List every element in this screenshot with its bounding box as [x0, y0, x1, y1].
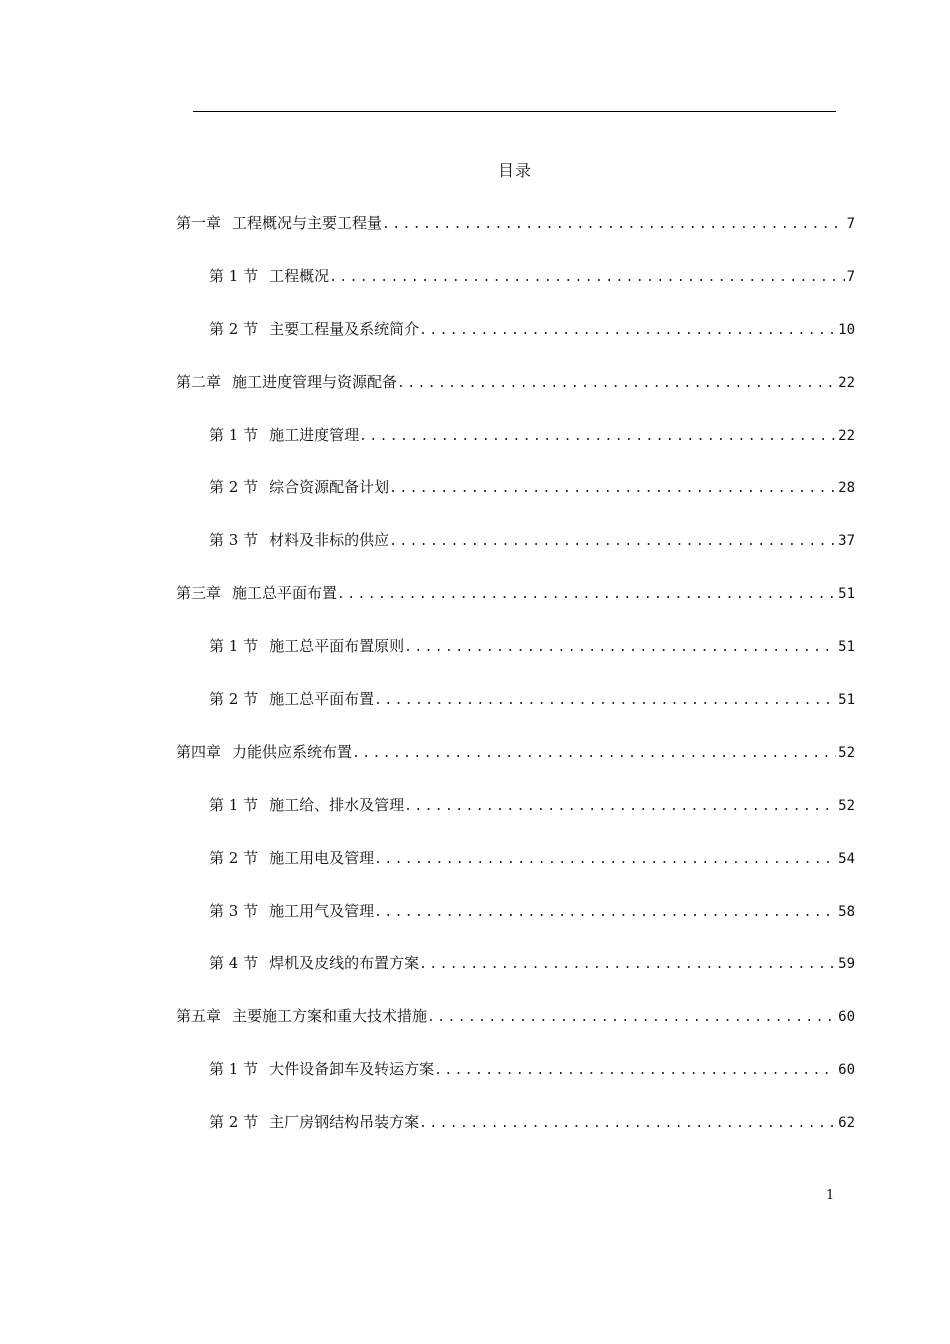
toc-dot-leader [374, 688, 836, 714]
toc-entry-page: 59 [838, 956, 855, 973]
toc-dot-leader [389, 476, 836, 502]
toc-dot-leader [419, 1111, 836, 1137]
toc-dot-leader [427, 1005, 836, 1031]
toc-chapter-entry[interactable] [176, 369, 855, 422]
toc-entry-number: 第 1 节 [209, 795, 259, 814]
toc-entry-page: 22 [838, 427, 855, 444]
toc-entry-title: 施工用气及管理 [269, 901, 375, 920]
toc-entry-page: 51 [838, 692, 855, 709]
toc-entry-title: 力能供应系统布置 [232, 742, 353, 761]
toc-section-entry[interactable] [176, 633, 855, 686]
toc-dot-leader [329, 265, 844, 291]
toc-dot-leader [374, 847, 836, 873]
toc-entry-title: 工程概况与主要工程量 [232, 214, 383, 232]
toc-dot-leader [397, 371, 836, 397]
toc-entry-title: 施工总平面布置 [232, 584, 338, 603]
toc-section-entry[interactable] [176, 422, 855, 475]
toc-chapter-entry[interactable] [176, 1003, 855, 1056]
toc-entry-number: 第二章 [176, 372, 222, 391]
toc-dot-leader [419, 318, 836, 344]
toc-entry-page: 52 [838, 797, 855, 814]
toc-entry-page: 28 [838, 480, 855, 497]
toc-entry-number: 第 1 节 [209, 266, 259, 285]
toc-entry-page: 54 [838, 850, 855, 867]
toc-dot-leader [337, 582, 836, 608]
header-rule [193, 111, 836, 112]
toc-entry-title: 施工进度管理 [269, 425, 360, 444]
toc-entry-number: 第三章 [176, 584, 222, 603]
toc-title: 目录 [497, 161, 532, 180]
toc-entry-number: 第 2 节 [209, 478, 259, 497]
toc-entry-page: 62 [838, 1115, 855, 1132]
toc-entry-number: 第 3 节 [209, 531, 259, 550]
toc-entry-title: 主要工程量及系统简介 [269, 319, 420, 338]
toc-entry-number: 第 2 节 [209, 848, 259, 867]
toc-entry-number: 第 2 节 [209, 319, 259, 338]
toc-entry-title: 施工给、排水及管理 [269, 795, 405, 814]
toc-section-entry[interactable] [176, 263, 855, 316]
toc-entry-number: 第 1 节 [209, 637, 259, 656]
toc-entry-title: 施工总平面布置 [269, 690, 375, 709]
toc-entry-page: 60 [838, 1062, 855, 1079]
toc-dot-leader [434, 1058, 836, 1084]
table-of-contents [176, 210, 855, 1162]
page-number: 1 [826, 1188, 835, 1203]
toc-section-entry[interactable] [176, 686, 855, 739]
toc-entry-title: 施工总平面布置原则 [269, 637, 405, 656]
toc-entry-number: 第 2 节 [209, 690, 259, 709]
toc-dot-leader [352, 741, 836, 767]
toc-dot-leader [359, 424, 836, 450]
toc-dot-leader [374, 900, 836, 926]
toc-entry-page: 37 [838, 533, 855, 550]
toc-section-entry[interactable] [176, 950, 855, 1003]
toc-section-entry[interactable] [176, 474, 855, 527]
toc-entry-title: 材料及非标的供应 [269, 531, 390, 550]
toc-entry-page: 51 [838, 639, 855, 656]
toc-entry-number: 第一章 [176, 214, 222, 232]
toc-entry-number: 第四章 [176, 742, 222, 761]
toc-entry-page: 7 [846, 216, 855, 232]
toc-section-entry[interactable] [176, 316, 855, 369]
toc-entry-page: 10 [838, 321, 855, 338]
toc-dot-leader [389, 529, 836, 555]
toc-dot-leader [404, 794, 836, 820]
toc-entry-title: 主要施工方案和重大技术措施 [232, 1007, 428, 1026]
toc-entry-page: 22 [838, 374, 855, 391]
toc-section-entry[interactable] [176, 845, 855, 898]
toc-entry-title: 施工进度管理与资源配备 [232, 372, 398, 391]
toc-section-entry[interactable] [176, 527, 855, 580]
toc-entry-page: 52 [838, 744, 855, 761]
toc-chapter-entry[interactable] [176, 580, 855, 633]
toc-dot-leader [419, 952, 836, 978]
toc-entry-number: 第 1 节 [209, 425, 259, 444]
toc-entry-title: 综合资源配备计划 [269, 478, 390, 497]
toc-dot-leader [404, 635, 836, 661]
toc-entry-number: 第五章 [176, 1007, 222, 1026]
toc-entry-title: 大件设备卸车及转运方案 [269, 1060, 435, 1079]
toc-entry-title: 施工用电及管理 [269, 848, 375, 867]
toc-section-entry[interactable] [176, 898, 855, 951]
toc-entry-title: 焊机及皮线的布置方案 [269, 954, 420, 973]
toc-entry-number: 第 3 节 [209, 901, 259, 920]
toc-section-entry[interactable] [176, 1056, 855, 1109]
toc-dot-leader [382, 212, 845, 238]
toc-entry-number: 第 2 节 [209, 1113, 259, 1132]
toc-entry-page: 7 [846, 268, 855, 285]
toc-entry-page: 51 [838, 586, 855, 603]
toc-chapter-entry[interactable] [176, 210, 855, 263]
toc-section-entry[interactable] [176, 1109, 855, 1162]
toc-section-entry[interactable] [176, 792, 855, 845]
toc-entry-title: 工程概况 [269, 266, 330, 285]
toc-entry-number: 第 4 节 [209, 954, 259, 973]
toc-entry-page: 60 [838, 1009, 855, 1026]
toc-entry-title: 主厂房钢结构吊装方案 [269, 1113, 420, 1132]
toc-entry-page: 58 [838, 903, 855, 920]
toc-chapter-entry[interactable] [176, 739, 855, 792]
toc-entry-number: 第 1 节 [209, 1060, 259, 1079]
